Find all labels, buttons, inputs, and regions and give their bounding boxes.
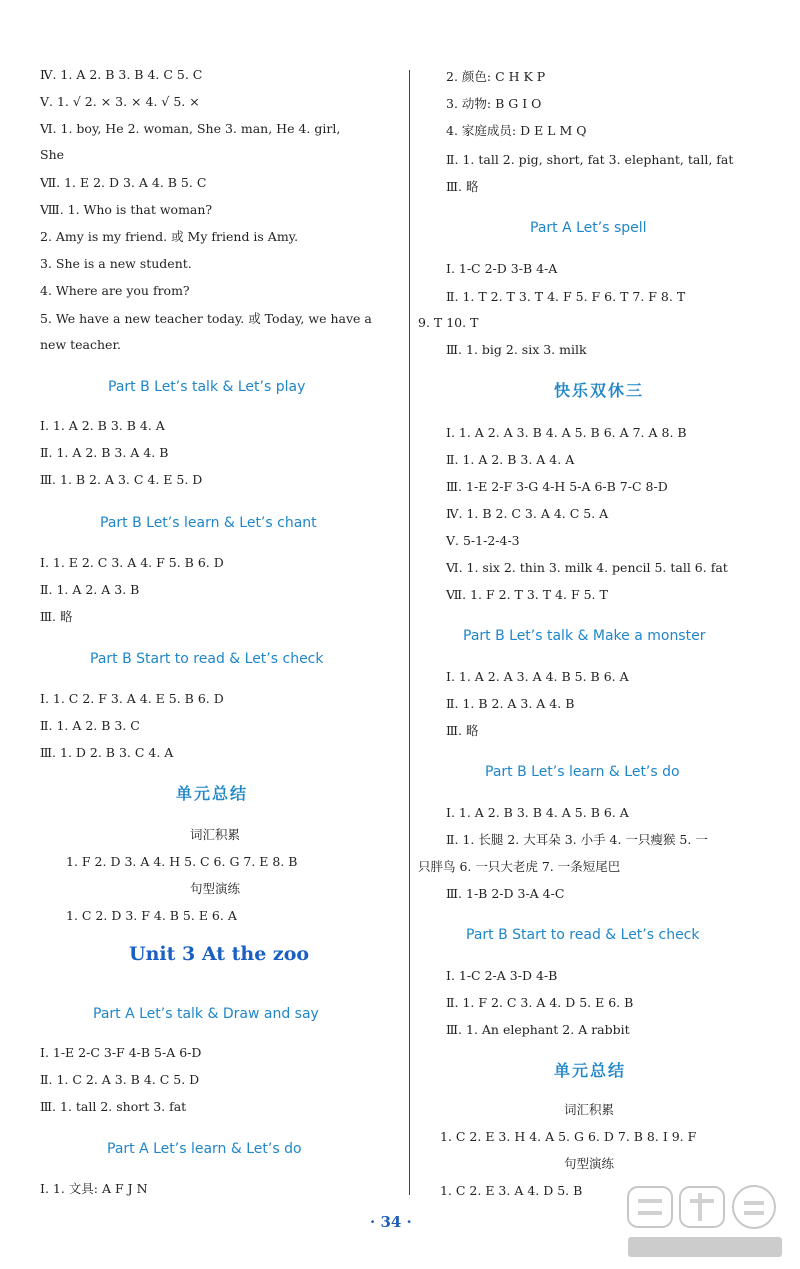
subheading: 词汇积累 xyxy=(564,1102,615,1117)
answer-line: 3. She is a new student. xyxy=(40,256,192,271)
answer-line: Ⅱ. 1. C 2. A 3. B 4. C 5. D xyxy=(40,1072,200,1087)
answer-line: 2. Amy is my friend. 或 My friend is Amy. xyxy=(40,229,299,244)
answer-line: 只胖鸟 6. 一只大老虎 7. 一条短尾巴 xyxy=(418,859,621,874)
answer-line: Ⅰ. 1. A 2. B 3. B 4. A 5. B 6. A xyxy=(446,805,629,820)
answer-line: new teacher. xyxy=(40,337,122,352)
section-heading: Part B Let’s learn & Let’s do xyxy=(485,764,680,780)
page-number: · 34 · xyxy=(370,1213,412,1231)
answer-line: Ⅱ. 1. A 2. B 3. A 4. A xyxy=(446,452,575,467)
answer-line: Ⅵ. 1. boy, He 2. woman, She 3. man, He 4. girl, xyxy=(40,121,341,136)
section-heading: Part A Let’s talk & Draw and say xyxy=(93,1006,319,1022)
answer-line: 3. 动物: B G I O xyxy=(446,96,542,111)
answer-line: Ⅱ. 1. 长腿 2. 大耳朵 3. 小手 4. 一只瘦猴 5. 一 xyxy=(446,832,708,847)
unit-summary-title: 单元总结 xyxy=(554,1061,627,1080)
answer-line: Ⅷ. 1. Who is that woman? xyxy=(40,202,213,217)
section-heading: Part B Let’s talk & Make a monster xyxy=(463,628,706,644)
section-heading: Part B Let’s talk & Let’s play xyxy=(108,379,306,395)
column-divider xyxy=(409,70,410,1195)
answer-line: 1. C 2. D 3. F 4. B 5. E 6. A xyxy=(66,908,237,923)
answer-line: Ⅲ. 略 xyxy=(446,723,479,738)
answer-line: Ⅰ. 1-C 2-D 3-B 4-A xyxy=(446,261,558,276)
answer-line: Ⅰ. 1. 文具: A F J N xyxy=(40,1181,148,1196)
answer-line: Ⅰ. 1-C 2-A 3-D 4-B xyxy=(446,968,558,983)
answer-line: Ⅰ. 1. A 2. A 3. B 4. A 5. B 6. A 7. A 8. B xyxy=(446,425,687,440)
section-heading: Part A Let’s spell xyxy=(530,220,647,236)
answer-line: Ⅲ. 1. tall 2. short 3. fat xyxy=(40,1099,187,1114)
answer-line: Ⅱ. 1. A 2. A 3. B xyxy=(40,582,140,597)
answer-line: Ⅱ. 1. F 2. C 3. A 4. D 5. E 6. B xyxy=(446,995,634,1010)
answer-line: 4. 家庭成员: D E L M Q xyxy=(446,123,587,138)
answer-line: 1. C 2. E 3. H 4. A 5. G 6. D 7. B 8. I 9. F xyxy=(440,1129,697,1144)
unit-summary-title: 单元总结 xyxy=(176,784,249,803)
answer-line: Ⅰ. 1. A 2. B 3. B 4. A xyxy=(40,418,165,433)
answer-line: Ⅵ. 1. six 2. thin 3. milk 4. pencil 5. tall 6. fat xyxy=(446,560,728,575)
answer-line: Ⅴ. 5-1-2-4-3 xyxy=(446,533,520,548)
answer-line: Ⅰ. 1. A 2. A 3. A 4. B 5. B 6. A xyxy=(446,669,629,684)
weekend-practice-title: 快乐双休三 xyxy=(554,381,645,400)
answer-line: 4. Where are you from? xyxy=(40,283,190,298)
answer-line: 1. C 2. E 3. A 4. D 5. B xyxy=(440,1183,583,1198)
answer-line: Ⅲ. 1. B 2. A 3. C 4. E 5. D xyxy=(40,472,203,487)
answer-line: 1. F 2. D 3. A 4. H 5. C 6. G 7. E 8. B xyxy=(66,854,298,869)
answer-line: Ⅲ. 1-E 2-F 3-G 4-H 5-A 6-B 7-C 8-D xyxy=(446,479,668,494)
answer-line: Ⅶ. 1. E 2. D 3. A 4. B 5. C xyxy=(40,175,207,190)
answer-line: Ⅰ. 1-E 2-C 3-F 4-B 5-A 6-D xyxy=(40,1045,202,1060)
answer-line: Ⅱ. 1. A 2. B 3. A 4. B xyxy=(40,445,169,460)
section-heading: Part B Let’s learn & Let’s chant xyxy=(100,515,317,531)
answer-line: She xyxy=(40,147,65,162)
answer-line: 9. T 10. T xyxy=(418,315,479,330)
answer-line: Ⅲ. 1. D 2. B 3. C 4. A xyxy=(40,745,174,760)
answer-line: Ⅱ. 1. tall 2. pig, short, fat 3. elephant, tall, fat xyxy=(446,152,734,167)
answer-line: Ⅲ. 略 xyxy=(446,179,479,194)
subheading: 词汇积累 xyxy=(190,827,241,842)
answer-line: Ⅲ. 略 xyxy=(40,609,73,624)
answer-line: Ⅲ. 1. big 2. six 3. milk xyxy=(446,342,587,357)
answer-line: Ⅲ. 1-B 2-D 3-A 4-C xyxy=(446,886,565,901)
answer-line: Ⅱ. 1. T 2. T 3. T 4. F 5. F 6. T 7. F 8. T xyxy=(446,289,686,304)
answer-line: Ⅱ. 1. B 2. A 3. A 4. B xyxy=(446,696,575,711)
answer-line: 5. We have a new teacher today. 或 Today, we have a xyxy=(40,311,372,326)
answer-line: Ⅶ. 1. F 2. T 3. T 4. F 5. T xyxy=(446,587,608,602)
subheading: 句型演练 xyxy=(190,881,241,896)
answer-line: Ⅳ. 1. B 2. C 3. A 4. C 5. A xyxy=(446,506,609,521)
answer-line: Ⅰ. 1. E 2. C 3. A 4. F 5. B 6. D xyxy=(40,555,224,570)
unit-title: Unit 3 At the zoo xyxy=(129,943,310,965)
section-heading: Part B Start to read & Let’s check xyxy=(90,651,324,667)
answer-line: Ⅲ. 1. An elephant 2. A rabbit xyxy=(446,1022,630,1037)
answer-line: 2. 颜色: C H K P xyxy=(446,69,546,84)
subheading: 句型演练 xyxy=(564,1156,615,1171)
section-heading: Part B Start to read & Let’s check xyxy=(466,927,700,943)
answer-line: Ⅴ. 1. √ 2. × 3. × 4. √ 5. × xyxy=(40,94,200,109)
watermark-logo xyxy=(620,1183,790,1261)
answer-line: Ⅱ. 1. A 2. B 3. C xyxy=(40,718,140,733)
answer-line: Ⅰ. 1. C 2. F 3. A 4. E 5. B 6. D xyxy=(40,691,224,706)
answer-line: Ⅳ. 1. A 2. B 3. B 4. C 5. C xyxy=(40,67,203,82)
section-heading: Part A Let’s learn & Let’s do xyxy=(107,1141,302,1157)
